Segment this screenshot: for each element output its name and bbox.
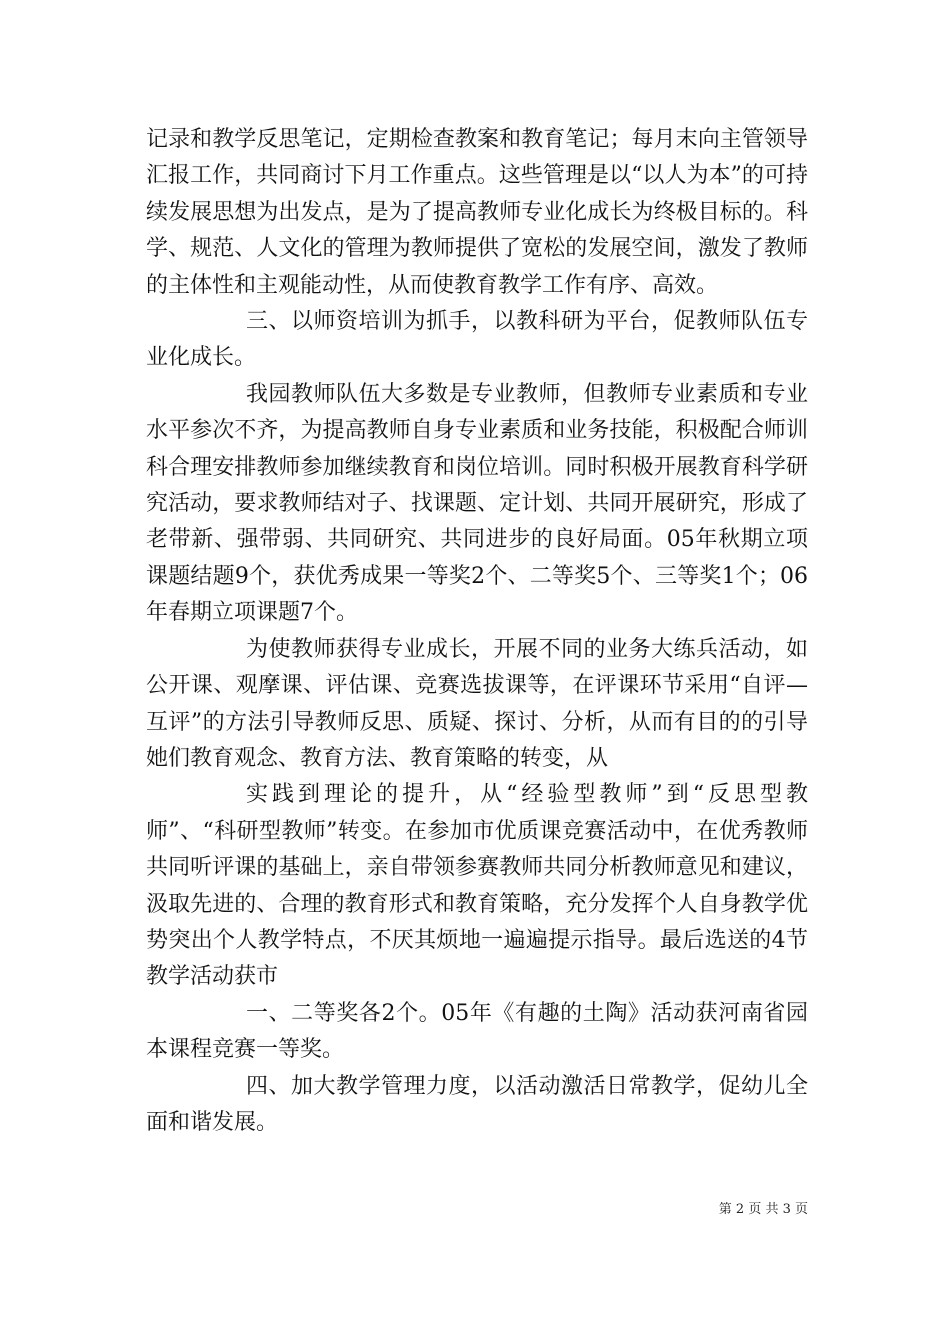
paragraph-management-continued: 记录和教学反思笔记，定期检查教案和教育笔记；每月末向主管领导汇报工作，共同商讨下月工作重点。这些管理是以“以人为本”的可持续发展思想为出发点，是为了提高教师专业化成长为终极目标的。科学、规范、人文化的管理为教师提供了宽松的发展空间，激发了教师的主体性和主观能动性，从而使教育教学工作有序、高效。: [146, 127, 808, 298]
paragraph-practice-to-theory: 实践到理论的提升，从“经验型教师”到“反思型教师”、“科研型教师”转变。在参加市优质课竞赛活动中，在优秀教师共同听评课的基础上，亲自带领参赛教师共同分析教师意见和建议，汲取先进的、合理的教育形式和教育策略，充分发挥个人自身教学优势突出个人教学特点，不厌其烦地一遍遍提示指导。最后选送的4节教学活动获市: [146, 782, 808, 990]
paragraph-teacher-team: 我园教师队伍大多数是专业教师，但教师专业素质和专业水平参次不齐，为提高教师自身专业素质和业务技能，积极配合师训科合理安排教师参加继续教育和岗位培训。同时积极开展教育科学研究活动，要求教师结对子、找课题、定计划、共同开展研究，形成了老带新、强带弱、共同研究、共同进步的良好局面。05年秋期立项课题结题9个，获优秀成果一等奖2个、二等奖5个、三等奖1个；06年春期立项课题7个。: [146, 381, 808, 626]
paragraph-professional-growth: 为使教师获得专业成长，开展不同的业务大练兵活动，如公开课、观摩课、评估课、竞赛选拔课等，在评课环节采用“自评—互评”的方法引导教师反思、质疑、探讨、分析，从而有目的的引导她们教育观念、教育方法、教育策略的转变，从: [146, 636, 808, 771]
section-heading-teacher-training: 三、以师资培训为抓手，以教科研为平台，促教师队伍专业化成长。: [146, 309, 808, 371]
page-number-footer: 第 2 页 共 3 页: [718, 1202, 808, 1217]
section-heading-teaching-management: 四、加大教学管理力度，以活动激活日常教学，促幼儿全面和谐发展。: [146, 1073, 808, 1135]
document-body: [146, 122, 808, 1141]
paragraph-awards: 一、二等奖各2个。05年《有趣的土陶》活动获河南省园本课程竞赛一等奖。: [146, 1000, 808, 1063]
